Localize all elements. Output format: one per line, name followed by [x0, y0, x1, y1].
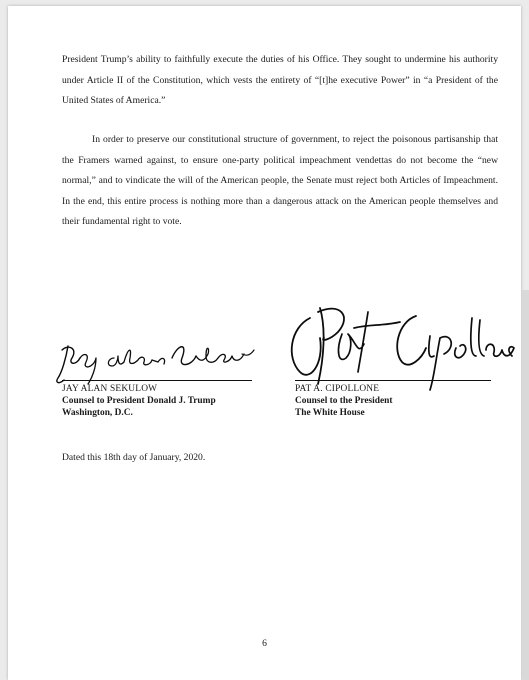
- sekulow-signature-line: [62, 380, 252, 381]
- cipollone-name: PAT A. CIPOLLONE: [295, 384, 380, 394]
- cipollone-signature-line: [295, 380, 491, 381]
- sekulow-signature: [54, 328, 264, 388]
- sekulow-signature-block: [62, 383, 216, 419]
- body-paragraph-2: In order to preserve our constitutional structure of government, to reject the poisonous partisanship that the Framers warned against, to ensure one-party political impeachment vendettas do not become the “new normal,” and to vindicate the will of the American people, the Senate must reject both Articles of Impeachment. In the end, this entire process is nothing more than a dangerous attack on the American people themselves and their fundamental right to vote.: [62, 134, 498, 227]
- sekulow-title: Counsel to President Donald J. Trump: [62, 396, 216, 406]
- scrollbar-track[interactable]: [522, 290, 529, 680]
- cipollone-location: The White House: [295, 408, 365, 418]
- page-number: 6: [262, 638, 267, 649]
- cipollone-signature-block: [295, 383, 392, 419]
- sekulow-name: JAY ALAN SEKULOW: [62, 384, 158, 394]
- body-paragraph-1: President Trump’s ability to faithfully execute the duties of his Office. They sought to undermine his authority under Article II of the Constitution, which vests the entirety of “[t]he executive Power” in “a President of the United States of America.”: [62, 54, 498, 106]
- cipollone-title: Counsel to the President: [295, 396, 393, 406]
- document-page: [8, 6, 521, 680]
- dated-line: Dated this 18th day of January, 2020.: [62, 452, 206, 463]
- sekulow-location: Washington, D.C.: [62, 408, 133, 418]
